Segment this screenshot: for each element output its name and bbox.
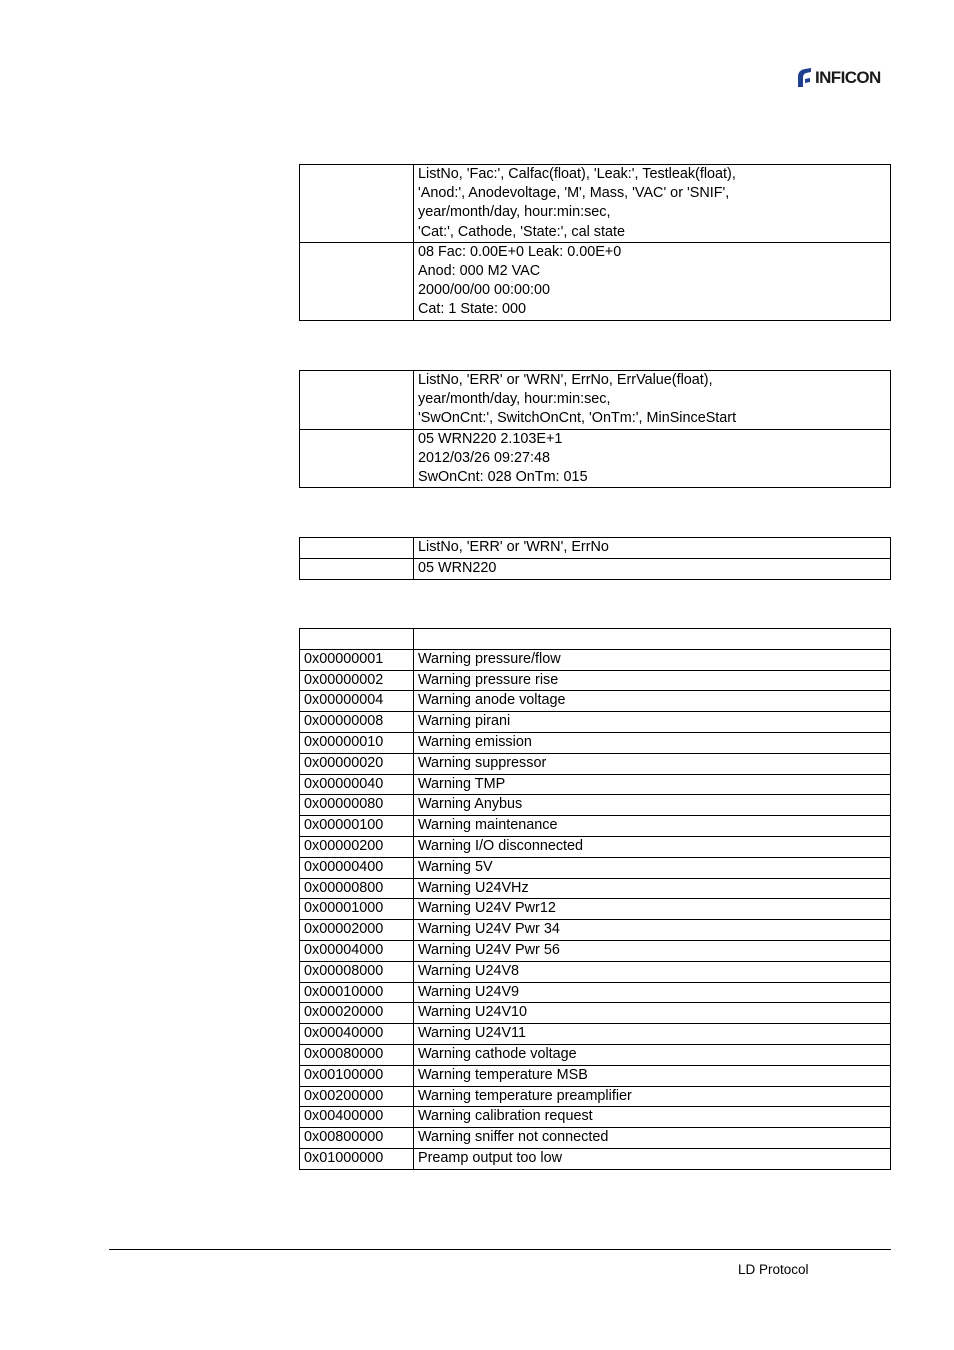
value-line: 'SwOnCnt:', SwitchOnCnt, 'OnTm:', MinSinceStart [418,410,737,427]
table-row [300,558,891,579]
row-label [300,165,414,243]
table-row [300,691,891,712]
value-line: 2000/00/00 00:00:00 [418,282,551,299]
table-row [300,670,891,691]
warning-description: Warning U24V Pwr 56 [414,940,891,961]
warning-code: 0x00000020 [300,753,414,774]
table-row [300,920,891,941]
warning-description: Warning Anybus [414,795,891,816]
warning-code: 0x00000001 [300,649,414,670]
warning-code: 0x00010000 [300,982,414,1003]
value-line: ListNo, 'ERR' or 'WRN', ErrNo, ErrValue(float), [418,372,713,388]
warning-description: Warning TMP [414,774,891,795]
footer-divider [109,1249,891,1250]
warning-code: 0x00020000 [300,1003,414,1024]
table-row [300,836,891,857]
warning-code: 0x00000100 [300,816,414,837]
row-label [300,371,414,430]
table-row [300,899,891,920]
warning-code: 0x00004000 [300,940,414,961]
warning-code: 0x00800000 [300,1128,414,1149]
table-row [300,982,891,1003]
value-line: year/month/day, hour:min:sec, [418,204,611,221]
value-line: 08 Fac: 0.00E+0 Leak: 0.00E+0 [418,243,622,260]
value-line: 05 WRN220 2.103E+1 [418,430,563,447]
warning-description: Warning maintenance [414,816,891,837]
warning-description: Warning calibration request [414,1107,891,1128]
value-line: 2012/03/26 09:27:48 [418,449,551,466]
table-row [300,1107,891,1128]
warning-description: Warning temperature preamplifier [414,1086,891,1107]
header-cell [300,629,414,650]
table-row [300,753,891,774]
row-value [414,429,891,488]
value-line: year/month/day, hour:min:sec, [418,391,611,408]
value-line: 'Anod:', Anodevoltage, 'M', Mass, 'VAC' or 'SNIF', [418,185,730,202]
warning-description: Warning pressure rise [414,670,891,691]
warning-description: Warning emission [414,732,891,753]
row-value [414,165,891,243]
table-header-row [300,629,891,650]
value-line: ListNo, 'Fac:', Calfac(float), 'Leak:', Testleak(float), [418,166,736,182]
warning-code: 0x00001000 [300,899,414,920]
header-cell [414,629,891,650]
table-row [300,371,891,430]
warning-code: 0x00000400 [300,857,414,878]
warning-code: 0x01000000 [300,1148,414,1169]
warning-description: Warning U24V Pwr12 [414,899,891,920]
warning-code: 0x00002000 [300,920,414,941]
warnings-table [299,628,891,1170]
table-row [300,1065,891,1086]
warning-code: 0x00100000 [300,1065,414,1086]
table-row [300,857,891,878]
warning-description: Preamp output too low [414,1148,891,1169]
row-value: 05 WRN220 [414,558,891,579]
warning-description: Warning sniffer not connected [414,1128,891,1149]
warning-description: Warning 5V [414,857,891,878]
table-row [300,165,891,243]
warning-code: 0x00000080 [300,795,414,816]
table-row [300,1148,891,1169]
table-row [300,774,891,795]
table-row [300,1128,891,1149]
brand-name: INFICON [815,68,881,87]
warning-description: Warning U24V10 [414,1003,891,1024]
warning-description: Warning U24V Pwr 34 [414,920,891,941]
warning-description: Warning I/O disconnected [414,836,891,857]
table-row [300,242,891,320]
warning-code: 0x00080000 [300,1044,414,1065]
table-row [300,1024,891,1045]
table-row [300,538,891,559]
inficon-logo-icon [795,67,813,89]
warning-description: Warning U24V9 [414,982,891,1003]
row-value [414,371,891,430]
row-value [414,242,891,320]
inficon-logo [795,66,881,90]
warning-code: 0x00000008 [300,712,414,733]
warning-code: 0x00400000 [300,1107,414,1128]
error-log-table [299,370,891,488]
table-row [300,961,891,982]
warning-code: 0x00000200 [300,836,414,857]
warning-code: 0x00000002 [300,670,414,691]
value-line: Cat: 1 State: 000 [418,301,527,318]
table-row [300,429,891,488]
warning-description: Warning anode voltage [414,691,891,712]
warning-description: Warning pressure/flow [414,649,891,670]
warning-code: 0x00200000 [300,1086,414,1107]
warning-code: 0x00008000 [300,961,414,982]
table-row [300,816,891,837]
table-row [300,878,891,899]
table-row [300,1003,891,1024]
warning-code: 0x00000800 [300,878,414,899]
warning-description: Warning pirani [414,712,891,733]
warning-description: Warning U24VHz [414,878,891,899]
warning-code: 0x00000040 [300,774,414,795]
table-row [300,795,891,816]
row-label [300,538,414,559]
footer-title: LD Protocol [738,1262,809,1277]
warning-code: 0x00040000 [300,1024,414,1045]
table-row [300,940,891,961]
warning-description: Warning U24V8 [414,961,891,982]
warning-code: 0x00000004 [300,691,414,712]
short-error-table [299,537,891,580]
table-row [300,712,891,733]
row-label [300,558,414,579]
value-line: 'Cat:', Cathode, 'State:', cal state [418,223,625,240]
warning-description: Warning cathode voltage [414,1044,891,1065]
value-line: Anod: 000 M2 VAC [418,263,541,280]
table-row [300,649,891,670]
value-line: SwOnCnt: 028 OnTm: 015 [418,469,588,486]
table-row [300,1044,891,1065]
row-label [300,242,414,320]
warning-description: Warning U24V11 [414,1024,891,1045]
table-row [300,732,891,753]
warning-description: Warning suppressor [414,753,891,774]
row-label [300,429,414,488]
warning-code: 0x00000010 [300,732,414,753]
format-table [299,164,891,321]
row-value: ListNo, 'ERR' or 'WRN', ErrNo [414,538,891,559]
table-row [300,1086,891,1107]
warning-description: Warning temperature MSB [414,1065,891,1086]
